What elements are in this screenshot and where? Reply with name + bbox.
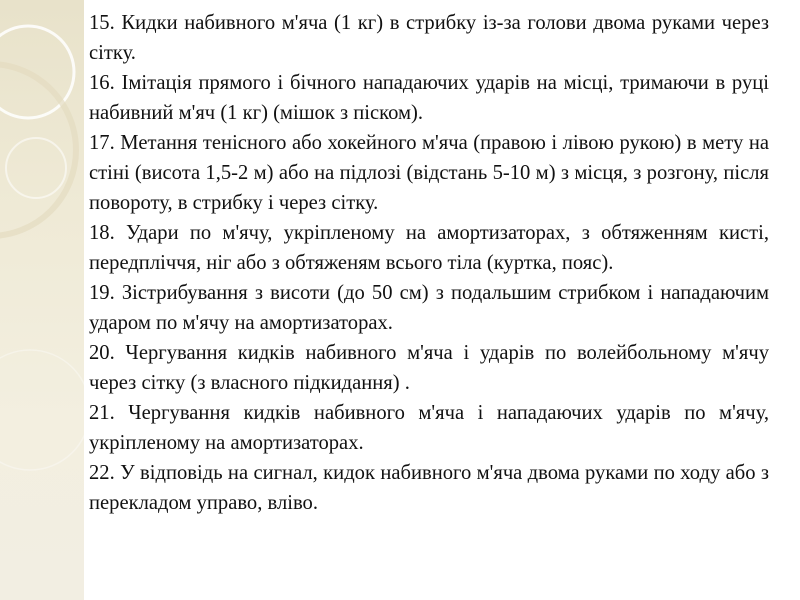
exercise-item-20: 20. Чергування кидків набивного м'яча і ударів по волейбольному м'ячу через сітку (з власного підкидання) . <box>89 342 769 394</box>
exercise-item-18: 18. Удари по м'ячу, укріпленому на амортизаторах, з обтяженням кисті, передпліччя, ніг або з обтяженям всього тіла (куртка, пояс). <box>89 222 769 274</box>
decorative-side-band <box>0 0 84 600</box>
exercise-list <box>89 8 769 518</box>
exercise-item-15: 15. Кидки набивного м'яча (1 кг) в стрибку із-за голови двома руками через сітку. <box>89 12 769 64</box>
decorative-circles-graphic <box>0 0 84 600</box>
exercise-item-22: 22. У відповідь на сигнал, кидок набивного м'яча двома руками по ходу або з перекладом управо, вліво. <box>89 462 769 514</box>
slide-content <box>84 0 800 600</box>
decorative-ring-small <box>6 138 66 198</box>
exercise-item-16: 16. Імітація прямого і бічного нападаючих ударів на місці, тримаючи в руці набивний м'яч (1 кг) (мішок з піском). <box>89 72 769 124</box>
exercise-item-21: 21. Чергування кидків набивного м'яча і нападаючих ударів по м'ячу, укріпленому на амортизаторах. <box>89 402 769 454</box>
exercise-item-19: 19. Зістрибування з висоти (до 50 см) з подальшим стрибком і нападаючим ударом по м'ячу на амортизаторах. <box>89 282 769 334</box>
exercise-item-17: 17. Метання тенісного або хокейного м'яча (правою і лівою рукою) в мету на стіні (висота 1,5-2 м) або на підлозі (відстань 5-10 м) з місця, з розгону, після повороту, в стрибку і через сітку. <box>89 132 769 214</box>
decorative-ring-bottom <box>0 350 84 470</box>
